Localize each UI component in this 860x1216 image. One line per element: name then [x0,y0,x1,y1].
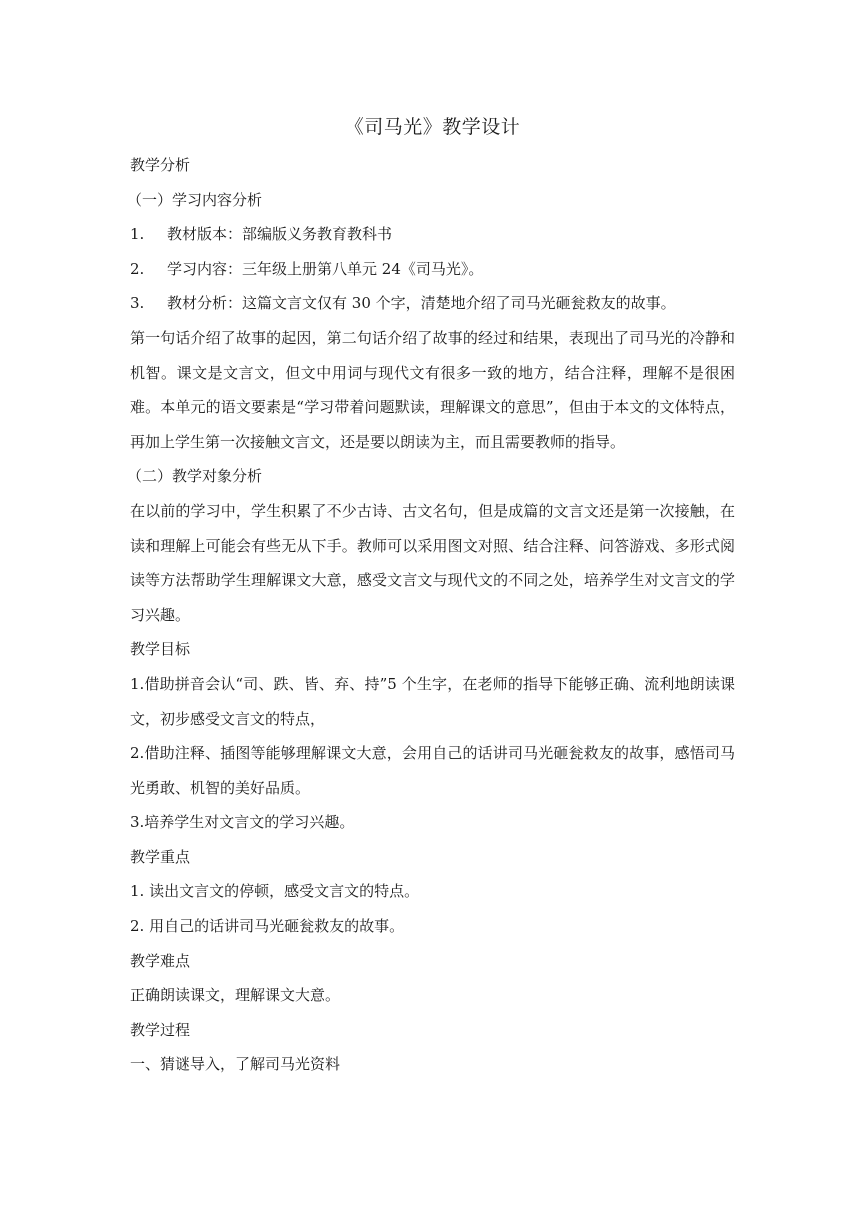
list-item [130,252,735,287]
heading-teaching-process: 教学过程 [130,1020,191,1039]
analysis-paragraph: 第一句话介绍了故事的起因，第二句话介绍了故事的经过和结果，表现出了司马光的冷静和机智。课文是文言文，但文中用词与现代文有很多一致的地方，结合注释，理解不是很困难。本单元的语文要素是“学习带着问题默读，理解课文的意思”，但由于本文的文体特点，再加上学生第一次接触文言文，还是要以朗读为主，而且需要教师的指导。 [130,328,735,451]
key-point-item: 1. 读出文言文的停顿，感受文言文的特点。 [130,882,420,901]
list-item-text: 教材版本：部编版义务教育教科书 [167,225,393,244]
list-item-number: 3. [130,294,145,313]
list-item [130,217,735,252]
heading-difficult-points: 教学难点 [130,951,191,970]
subheading-object-analysis: （二）教学对象分析 [127,467,263,486]
object-paragraph: 在以前的学习中，学生积累了不少古诗、古文名句，但是成篇的文言文还是第一次接触，在读和理解上可能会有些无从下手。教师可以采用图文对照、结合注释、问答游戏、多形式阅读等方法帮助学生理解课文大意，感受文言文与现代文的不同之处，培养学生对文言文的学习兴趣。 [130,501,735,624]
goal-item: 2.借助注释、插图等能够理解课文大意，会用自己的话讲司马光砸瓮救友的故事，感悟司马光勇敢、机智的美好品质。 [130,744,735,797]
list-item-text: 学习内容：三年级上册第八单元 24《司马光》。 [167,259,484,278]
key-point-item: 2. 用自己的话讲司马光砸瓮救友的故事。 [130,917,405,936]
goal-item: 3.培养学生对文言文的学习兴趣。 [130,813,355,832]
heading-teaching-goals: 教学目标 [130,640,191,659]
document-page [127,112,735,1082]
document-title: 《司马光》教学设计 [344,116,521,138]
heading-teaching-analysis: 教学分析 [130,156,191,174]
subheading-content-analysis: （一）学习内容分析 [127,190,263,209]
list-item [130,286,735,321]
list-item-number: 2. [130,259,145,278]
heading-key-points: 教学重点 [130,847,191,866]
process-step: 一、猜谜导入，了解司马光资料 [130,1055,341,1074]
difficult-point-text: 正确朗读课文，理解课文大意。 [130,986,341,1005]
list-item-text: 教材分析：这篇文言文仅有 30 个字，清楚地介绍了司马光砸瓮救友的故事。 [167,294,676,313]
goal-item: 1.借助拼音会认“司、跌、皆、弃、持”5 个生字，在老师的指导下能够正确、流利地朗读课文，初步感受文言文的特点， [130,674,735,728]
list-item-number: 1. [130,225,145,244]
